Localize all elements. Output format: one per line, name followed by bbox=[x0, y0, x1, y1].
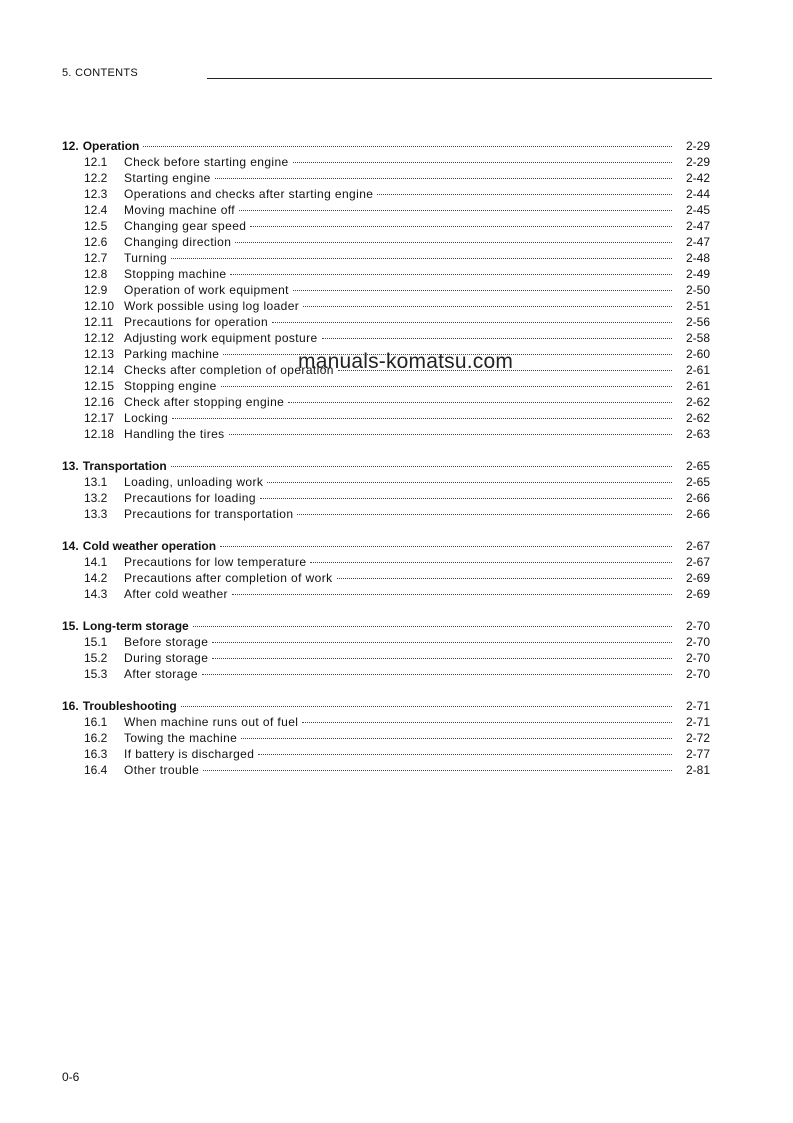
entry-title: Changing gear speed bbox=[124, 219, 247, 233]
entry-page: 2-49 bbox=[685, 267, 710, 281]
toc-entry[interactable] bbox=[62, 218, 710, 234]
toc-section-heading[interactable] bbox=[62, 138, 710, 154]
toc-entry[interactable] bbox=[62, 378, 710, 394]
entry-number: 12.9 bbox=[84, 283, 108, 297]
entry-page: 2-65 bbox=[685, 475, 710, 489]
entry-number: 12.15 bbox=[84, 379, 115, 393]
toc-section-heading[interactable] bbox=[62, 618, 710, 634]
entry-title: Starting engine bbox=[124, 171, 211, 185]
entry-number: 12.2 bbox=[84, 171, 108, 185]
toc-entry[interactable] bbox=[62, 762, 710, 778]
entry-number: 16.1 bbox=[84, 715, 108, 729]
entry-page: 2-63 bbox=[685, 427, 710, 441]
section-page: 2-70 bbox=[685, 619, 710, 633]
toc-entry[interactable] bbox=[62, 730, 710, 746]
entry-title: Turning bbox=[124, 251, 168, 265]
dot-leader bbox=[297, 514, 672, 515]
dot-leader bbox=[250, 226, 672, 227]
entry-page: 2-66 bbox=[685, 491, 710, 505]
entry-number: 12.4 bbox=[84, 203, 108, 217]
entry-number: 14.1 bbox=[84, 555, 108, 569]
header-rule bbox=[207, 78, 712, 79]
toc-entry[interactable] bbox=[62, 586, 710, 602]
toc-entry[interactable] bbox=[62, 426, 710, 442]
entry-number: 14.2 bbox=[84, 571, 108, 585]
entry-page: 2-50 bbox=[685, 283, 710, 297]
entry-number: 12.14 bbox=[84, 363, 115, 377]
entry-title: Precautions for low temperature bbox=[124, 555, 307, 569]
toc-entry[interactable] bbox=[62, 202, 710, 218]
section-number: 14. bbox=[62, 539, 79, 553]
entry-title: Precautions after completion of work bbox=[124, 571, 333, 585]
entry-title: Moving machine off bbox=[124, 203, 236, 217]
entry-number: 12.5 bbox=[84, 219, 108, 233]
entry-page: 2-42 bbox=[685, 171, 710, 185]
entry-title: During storage bbox=[124, 651, 209, 665]
toc-entry[interactable] bbox=[62, 282, 710, 298]
header-title: 5. CONTENTS bbox=[62, 67, 139, 79]
dot-leader bbox=[303, 306, 672, 307]
entry-title: Adjusting work equipment posture bbox=[124, 331, 318, 345]
dot-leader bbox=[232, 594, 672, 595]
section-number: 15. bbox=[62, 619, 79, 633]
dot-leader bbox=[322, 338, 672, 339]
entry-number: 12.11 bbox=[84, 315, 114, 329]
dot-leader bbox=[337, 578, 673, 579]
toc-entry[interactable] bbox=[62, 570, 710, 586]
toc-section bbox=[62, 138, 710, 442]
dot-leader bbox=[377, 194, 672, 195]
entry-title: After storage bbox=[124, 667, 198, 681]
entry-title: Changing direction bbox=[124, 235, 232, 249]
dot-leader bbox=[310, 562, 672, 563]
dot-leader bbox=[143, 146, 672, 147]
section-number: 13. bbox=[62, 459, 79, 473]
toc-section bbox=[62, 458, 710, 522]
toc-entry[interactable] bbox=[62, 394, 710, 410]
dot-leader bbox=[235, 242, 672, 243]
entry-page: 2-71 bbox=[685, 715, 710, 729]
page-number: 0-6 bbox=[62, 1070, 80, 1084]
toc-section bbox=[62, 618, 710, 682]
entry-number: 16.3 bbox=[84, 747, 108, 761]
dot-leader bbox=[293, 290, 672, 291]
toc-section bbox=[62, 538, 710, 602]
dot-leader bbox=[171, 258, 672, 259]
entry-title: If battery is discharged bbox=[124, 747, 255, 761]
toc-entry[interactable] bbox=[62, 490, 710, 506]
dot-leader bbox=[215, 178, 672, 179]
entry-page: 2-45 bbox=[685, 203, 710, 217]
toc-entry[interactable] bbox=[62, 410, 710, 426]
entry-title: Parking machine bbox=[124, 347, 220, 361]
entry-page: 2-29 bbox=[685, 155, 710, 169]
toc-section-heading[interactable] bbox=[62, 698, 710, 714]
dot-leader bbox=[221, 386, 672, 387]
section-title: Operation bbox=[82, 139, 140, 153]
section-title: Cold weather operation bbox=[82, 539, 217, 553]
entry-number: 12.13 bbox=[84, 347, 115, 361]
toc-section bbox=[62, 698, 710, 778]
toc-entry[interactable] bbox=[62, 250, 710, 266]
entry-page: 2-70 bbox=[685, 667, 710, 681]
dot-leader bbox=[172, 418, 672, 419]
entry-number: 16.4 bbox=[84, 763, 108, 777]
dot-leader bbox=[288, 402, 672, 403]
entry-title: Check after stopping engine bbox=[124, 395, 285, 409]
toc-entry[interactable] bbox=[62, 746, 710, 762]
entry-page: 2-61 bbox=[685, 379, 710, 393]
toc-entry[interactable] bbox=[62, 234, 710, 250]
entry-title: Precautions for loading bbox=[124, 491, 256, 505]
dot-leader bbox=[260, 498, 672, 499]
entry-page: 2-67 bbox=[685, 555, 710, 569]
dot-leader bbox=[220, 546, 672, 547]
entry-title: Stopping engine bbox=[124, 379, 217, 393]
entry-page: 2-66 bbox=[685, 507, 710, 521]
dot-leader bbox=[202, 674, 672, 675]
dot-leader bbox=[181, 706, 672, 707]
entry-page: 2-69 bbox=[685, 587, 710, 601]
dot-leader bbox=[212, 658, 672, 659]
section-title: Transportation bbox=[82, 459, 167, 473]
toc-entry[interactable] bbox=[62, 154, 710, 170]
entry-number: 13.1 bbox=[84, 475, 108, 489]
toc-entry[interactable] bbox=[62, 298, 710, 314]
entry-page: 2-62 bbox=[685, 411, 710, 425]
section-title: Troubleshooting bbox=[82, 699, 177, 713]
entry-title: Operation of work equipment bbox=[124, 283, 289, 297]
section-title: Long-term storage bbox=[82, 619, 189, 633]
section-page: 2-67 bbox=[685, 539, 710, 553]
entry-title: Work possible using log loader bbox=[124, 299, 300, 313]
entry-title: Loading, unloading work bbox=[124, 475, 264, 489]
entry-number: 12.12 bbox=[84, 331, 115, 345]
entry-page: 2-44 bbox=[685, 187, 710, 201]
entry-page: 2-70 bbox=[685, 635, 710, 649]
entry-number: 13.3 bbox=[84, 507, 108, 521]
entry-number: 13.2 bbox=[84, 491, 108, 505]
entry-title: Precautions for operation bbox=[124, 315, 269, 329]
entry-number: 12.6 bbox=[84, 235, 108, 249]
section-page: 2-71 bbox=[685, 699, 710, 713]
toc-entry[interactable] bbox=[62, 714, 710, 730]
section-number: 16. bbox=[62, 699, 79, 713]
entry-title: Other trouble bbox=[124, 763, 200, 777]
entry-page: 2-47 bbox=[685, 235, 710, 249]
entry-title: Precautions for transportation bbox=[124, 507, 294, 521]
entry-title: Handling the tires bbox=[124, 427, 225, 441]
entry-page: 2-56 bbox=[685, 315, 710, 329]
entry-page: 2-81 bbox=[685, 763, 710, 777]
entry-number: 12.10 bbox=[84, 299, 115, 313]
dot-leader bbox=[171, 466, 672, 467]
entry-number: 12.3 bbox=[84, 187, 108, 201]
entry-page: 2-77 bbox=[685, 747, 710, 761]
entry-title: Stopping machine bbox=[124, 267, 227, 281]
entry-page: 2-70 bbox=[685, 651, 710, 665]
entry-number: 12.16 bbox=[84, 395, 115, 409]
toc-entry[interactable] bbox=[62, 314, 710, 330]
table-of-contents bbox=[62, 138, 710, 794]
entry-title: Checks after completion of operation bbox=[124, 363, 334, 377]
entry-number: 12.1 bbox=[84, 155, 108, 169]
toc-section-heading[interactable] bbox=[62, 458, 710, 474]
toc-entry[interactable] bbox=[62, 666, 710, 682]
entry-number: 12.18 bbox=[84, 427, 115, 441]
dot-leader bbox=[193, 626, 672, 627]
dot-leader bbox=[293, 162, 672, 163]
watermark: manuals-komatsu.com bbox=[298, 350, 514, 373]
entry-title: After cold weather bbox=[124, 587, 228, 601]
dot-leader bbox=[267, 482, 672, 483]
entry-title: Before storage bbox=[124, 635, 209, 649]
entry-number: 12.7 bbox=[84, 251, 108, 265]
entry-page: 2-48 bbox=[685, 251, 710, 265]
entry-title: When machine runs out of fuel bbox=[124, 715, 299, 729]
entry-page: 2-69 bbox=[685, 571, 710, 585]
entry-page: 2-72 bbox=[685, 731, 710, 745]
dot-leader bbox=[302, 722, 672, 723]
dot-leader bbox=[230, 274, 672, 275]
dot-leader bbox=[212, 642, 672, 643]
entry-number: 12.17 bbox=[84, 411, 115, 425]
entry-title: Operations and checks after starting engine bbox=[124, 187, 374, 201]
entry-number: 15.1 bbox=[84, 635, 108, 649]
toc-entry[interactable] bbox=[62, 506, 710, 522]
toc-entry[interactable] bbox=[62, 634, 710, 650]
entry-title: Locking bbox=[124, 411, 169, 425]
entry-page: 2-58 bbox=[685, 331, 710, 345]
toc-entry[interactable] bbox=[62, 186, 710, 202]
section-page: 2-29 bbox=[685, 139, 710, 153]
entry-title: Check before starting engine bbox=[124, 155, 289, 169]
dot-leader bbox=[229, 434, 672, 435]
section-page: 2-65 bbox=[685, 459, 710, 473]
section-number: 12. bbox=[62, 139, 79, 153]
page-header bbox=[62, 66, 712, 80]
dot-leader bbox=[258, 754, 672, 755]
toc-entry[interactable] bbox=[62, 266, 710, 282]
entry-page: 2-51 bbox=[685, 299, 710, 313]
toc-entry[interactable] bbox=[62, 474, 710, 490]
dot-leader bbox=[239, 210, 672, 211]
toc-entry[interactable] bbox=[62, 554, 710, 570]
entry-page: 2-47 bbox=[685, 219, 710, 233]
toc-entry[interactable] bbox=[62, 330, 710, 346]
entry-number: 12.8 bbox=[84, 267, 108, 281]
entry-number: 16.2 bbox=[84, 731, 108, 745]
entry-title: Towing the machine bbox=[124, 731, 238, 745]
entry-number: 14.3 bbox=[84, 587, 108, 601]
dot-leader bbox=[272, 322, 672, 323]
entry-number: 15.2 bbox=[84, 651, 108, 665]
entry-page: 2-60 bbox=[685, 347, 710, 361]
toc-entry[interactable] bbox=[62, 650, 710, 666]
entry-page: 2-61 bbox=[685, 363, 710, 377]
toc-section-heading[interactable] bbox=[62, 538, 710, 554]
dot-leader bbox=[203, 770, 672, 771]
dot-leader bbox=[241, 738, 672, 739]
entry-page: 2-62 bbox=[685, 395, 710, 409]
toc-entry[interactable] bbox=[62, 170, 710, 186]
entry-number: 15.3 bbox=[84, 667, 108, 681]
